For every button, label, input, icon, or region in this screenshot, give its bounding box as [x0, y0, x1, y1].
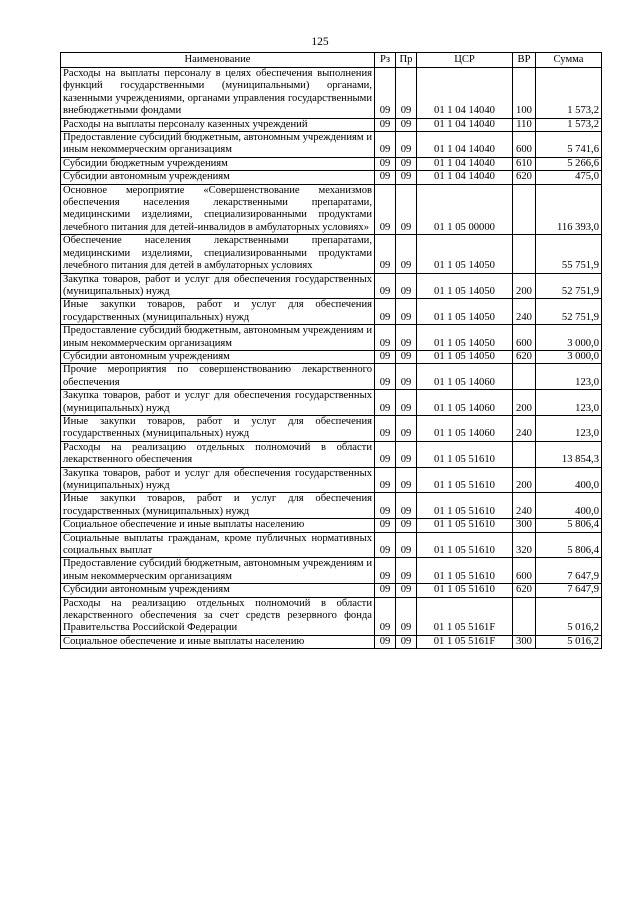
- cell-csr: 01 1 04 14040: [417, 171, 513, 184]
- cell-csr: 01 1 05 51610: [417, 467, 513, 493]
- table-row: [61, 235, 602, 273]
- cell-rz: 09: [375, 519, 396, 532]
- table-row: [61, 171, 602, 184]
- cell-rz: 09: [375, 350, 396, 363]
- page-number: 125: [311, 36, 329, 48]
- header-name: Наименование: [61, 53, 375, 68]
- cell-csr: 01 1 04 14040: [417, 118, 513, 131]
- cell-csr: 01 1 05 5161F: [417, 635, 513, 648]
- cell-sum: 1 573,2: [536, 68, 602, 119]
- header-rz: Рз: [375, 53, 396, 68]
- cell-sum: 13 854,3: [536, 441, 602, 467]
- cell-rz: 09: [375, 118, 396, 131]
- cell-name: Субсидии автономным учреждениям: [61, 171, 375, 184]
- cell-pr: 09: [396, 157, 417, 170]
- cell-name: Расходы на выплаты персоналу казенных учреждений: [61, 118, 375, 131]
- cell-rz: 09: [375, 532, 396, 558]
- cell-name: Предоставление субсидий бюджетным, автономным учреждениям и иным некоммерческим организациям: [61, 132, 375, 158]
- cell-vr: 610: [513, 157, 536, 170]
- table-row: [61, 118, 602, 131]
- cell-name: Предоставление субсидий бюджетным, автономным учреждениям и иным некоммерческим организациям: [61, 558, 375, 584]
- cell-sum: 400,0: [536, 493, 602, 519]
- cell-pr: 09: [396, 132, 417, 158]
- cell-name: Социальные выплаты гражданам, кроме публичных нормативных социальных выплат: [61, 532, 375, 558]
- table-row: [61, 132, 602, 158]
- cell-sum: 55 751,9: [536, 235, 602, 273]
- cell-pr: 09: [396, 235, 417, 273]
- cell-vr: 620: [513, 584, 536, 597]
- cell-vr: 100: [513, 68, 536, 119]
- table-row: [61, 299, 602, 325]
- cell-rz: 09: [375, 415, 396, 441]
- cell-sum: 5 806,4: [536, 532, 602, 558]
- cell-csr: 01 1 05 51610: [417, 532, 513, 558]
- cell-vr: 320: [513, 532, 536, 558]
- cell-vr: 200: [513, 467, 536, 493]
- cell-csr: 01 1 05 51610: [417, 493, 513, 519]
- cell-vr: [513, 184, 536, 235]
- cell-vr: [513, 364, 536, 390]
- cell-sum: 116 393,0: [536, 184, 602, 235]
- cell-sum: 52 751,9: [536, 299, 602, 325]
- cell-rz: 09: [375, 390, 396, 416]
- cell-rz: 09: [375, 132, 396, 158]
- cell-sum: 123,0: [536, 390, 602, 416]
- cell-rz: 09: [375, 235, 396, 273]
- cell-pr: 09: [396, 441, 417, 467]
- cell-sum: 5 806,4: [536, 519, 602, 532]
- cell-name: Иные закупки товаров, работ и услуг для обеспечения государственных (муниципальных) нужд: [61, 415, 375, 441]
- cell-rz: 09: [375, 68, 396, 119]
- cell-vr: 600: [513, 132, 536, 158]
- cell-name: Основное мероприятие «Совершенствование механизмов обеспечения населения лекарственными препаратами, медицинскими изделиями, специализированными продуктами лечебного питания для детей-инвалидов в амбулаторных условиях»: [61, 184, 375, 235]
- cell-sum: 5 016,2: [536, 597, 602, 635]
- cell-vr: 620: [513, 171, 536, 184]
- cell-rz: 09: [375, 184, 396, 235]
- cell-pr: 09: [396, 364, 417, 390]
- cell-sum: 3 000,0: [536, 350, 602, 363]
- cell-vr: 240: [513, 415, 536, 441]
- cell-name: Закупка товаров, работ и услуг для обеспечения государственных (муниципальных) нужд: [61, 273, 375, 299]
- cell-name: Закупка товаров, работ и услуг для обеспечения государственных (муниципальных) нужд: [61, 467, 375, 493]
- cell-csr: 01 1 05 14050: [417, 273, 513, 299]
- cell-vr: 240: [513, 493, 536, 519]
- cell-vr: 300: [513, 635, 536, 648]
- cell-csr: 01 1 05 14060: [417, 364, 513, 390]
- cell-name: Закупка товаров, работ и услуг для обеспечения государственных (муниципальных) нужд: [61, 390, 375, 416]
- cell-name: Расходы на реализацию отдельных полномочий в области лекарственного обеспечения: [61, 441, 375, 467]
- cell-csr: 01 1 05 00000: [417, 184, 513, 235]
- cell-csr: 01 1 05 14050: [417, 299, 513, 325]
- cell-vr: [513, 235, 536, 273]
- cell-name: Расходы на выплаты персоналу в целях обеспечения выполнения функций государственными (муниципальными) органами, казенными учреждениями, органами управления государственными внебюджетными фондами: [61, 68, 375, 119]
- cell-csr: 01 1 04 14040: [417, 132, 513, 158]
- cell-name: Субсидии автономным учреждениям: [61, 350, 375, 363]
- cell-vr: 200: [513, 390, 536, 416]
- cell-sum: 7 647,9: [536, 558, 602, 584]
- cell-rz: 09: [375, 597, 396, 635]
- table-row: [61, 635, 602, 648]
- cell-sum: 7 647,9: [536, 584, 602, 597]
- table-row: [61, 364, 602, 390]
- cell-name: Предоставление субсидий бюджетным, автономным учреждениям и иным некоммерческим организациям: [61, 325, 375, 351]
- cell-csr: 01 1 05 14050: [417, 350, 513, 363]
- cell-rz: 09: [375, 157, 396, 170]
- cell-csr: 01 1 05 51610: [417, 441, 513, 467]
- cell-rz: 09: [375, 299, 396, 325]
- cell-rz: 09: [375, 558, 396, 584]
- cell-csr: 01 1 05 14060: [417, 415, 513, 441]
- cell-pr: 09: [396, 584, 417, 597]
- cell-csr: 01 1 05 14050: [417, 325, 513, 351]
- table-row: [61, 584, 602, 597]
- table-row: [61, 350, 602, 363]
- header-pr: Пр: [396, 53, 417, 68]
- cell-sum: 5 016,2: [536, 635, 602, 648]
- cell-pr: 09: [396, 532, 417, 558]
- table-row: [61, 532, 602, 558]
- cell-vr: 600: [513, 325, 536, 351]
- table-row: [61, 597, 602, 635]
- cell-vr: 240: [513, 299, 536, 325]
- cell-csr: 01 1 05 51610: [417, 519, 513, 532]
- cell-csr: 01 1 04 14040: [417, 68, 513, 119]
- cell-rz: 09: [375, 171, 396, 184]
- cell-rz: 09: [375, 325, 396, 351]
- cell-csr: 01 1 04 14040: [417, 157, 513, 170]
- table-row: [61, 68, 602, 119]
- table-row: [61, 493, 602, 519]
- cell-csr: 01 1 05 14060: [417, 390, 513, 416]
- cell-pr: 09: [396, 171, 417, 184]
- cell-pr: 09: [396, 415, 417, 441]
- cell-vr: 600: [513, 558, 536, 584]
- cell-sum: 3 000,0: [536, 325, 602, 351]
- cell-sum: 475,0: [536, 171, 602, 184]
- cell-pr: 09: [396, 597, 417, 635]
- table-row: [61, 441, 602, 467]
- cell-sum: 5 266,6: [536, 157, 602, 170]
- table-row: [61, 415, 602, 441]
- header-csr: ЦСР: [417, 53, 513, 68]
- cell-vr: 620: [513, 350, 536, 363]
- cell-rz: 09: [375, 364, 396, 390]
- cell-vr: 110: [513, 118, 536, 131]
- cell-vr: 200: [513, 273, 536, 299]
- cell-pr: 09: [396, 519, 417, 532]
- cell-sum: 52 751,9: [536, 273, 602, 299]
- cell-name: Субсидии автономным учреждениям: [61, 584, 375, 597]
- cell-sum: 123,0: [536, 364, 602, 390]
- cell-vr: 300: [513, 519, 536, 532]
- cell-name: Субсидии бюджетным учреждениям: [61, 157, 375, 170]
- table-row: [61, 467, 602, 493]
- cell-name: Иные закупки товаров, работ и услуг для обеспечения государственных (муниципальных) нужд: [61, 493, 375, 519]
- table-header-row: [61, 53, 602, 68]
- cell-csr: 01 1 05 51610: [417, 584, 513, 597]
- cell-name: Расходы на реализацию отдельных полномочий в области лекарственного обеспечения за счет средств резервного фонда Правительства Российской Федерации: [61, 597, 375, 635]
- cell-pr: 09: [396, 467, 417, 493]
- table-body: [61, 68, 602, 649]
- cell-pr: 09: [396, 325, 417, 351]
- cell-rz: 09: [375, 635, 396, 648]
- cell-csr: 01 1 05 5161F: [417, 597, 513, 635]
- cell-sum: 123,0: [536, 415, 602, 441]
- cell-pr: 09: [396, 390, 417, 416]
- cell-rz: 09: [375, 441, 396, 467]
- cell-pr: 09: [396, 273, 417, 299]
- table-row: [61, 325, 602, 351]
- cell-csr: 01 1 05 51610: [417, 558, 513, 584]
- header-sum: Сумма: [536, 53, 602, 68]
- cell-csr: 01 1 05 14050: [417, 235, 513, 273]
- cell-sum: 5 741,6: [536, 132, 602, 158]
- cell-pr: 09: [396, 558, 417, 584]
- cell-rz: 09: [375, 584, 396, 597]
- cell-pr: 09: [396, 299, 417, 325]
- cell-rz: 09: [375, 467, 396, 493]
- cell-name: Социальное обеспечение и иные выплаты населению: [61, 635, 375, 648]
- cell-pr: 09: [396, 118, 417, 131]
- cell-name: Обеспечение населения лекарственными препаратами, медицинскими изделиями, специализированными продуктами лечебного питания для детей в амбулаторных условиях: [61, 235, 375, 273]
- cell-rz: 09: [375, 273, 396, 299]
- header-vr: ВР: [513, 53, 536, 68]
- table-row: [61, 390, 602, 416]
- cell-vr: [513, 441, 536, 467]
- cell-sum: 400,0: [536, 467, 602, 493]
- table-row: [61, 558, 602, 584]
- cell-pr: 09: [396, 68, 417, 119]
- cell-rz: 09: [375, 493, 396, 519]
- budget-table: [60, 52, 602, 649]
- table-row: [61, 273, 602, 299]
- cell-pr: 09: [396, 635, 417, 648]
- cell-vr: [513, 597, 536, 635]
- cell-pr: 09: [396, 184, 417, 235]
- cell-name: Социальное обеспечение и иные выплаты населению: [61, 519, 375, 532]
- cell-name: Прочие мероприятия по совершенствованию лекарственного обеспечения: [61, 364, 375, 390]
- table-row: [61, 157, 602, 170]
- cell-pr: 09: [396, 350, 417, 363]
- cell-sum: 1 573,2: [536, 118, 602, 131]
- cell-pr: 09: [396, 493, 417, 519]
- table-row: [61, 519, 602, 532]
- table-row: [61, 184, 602, 235]
- cell-name: Иные закупки товаров, работ и услуг для обеспечения государственных (муниципальных) нужд: [61, 299, 375, 325]
